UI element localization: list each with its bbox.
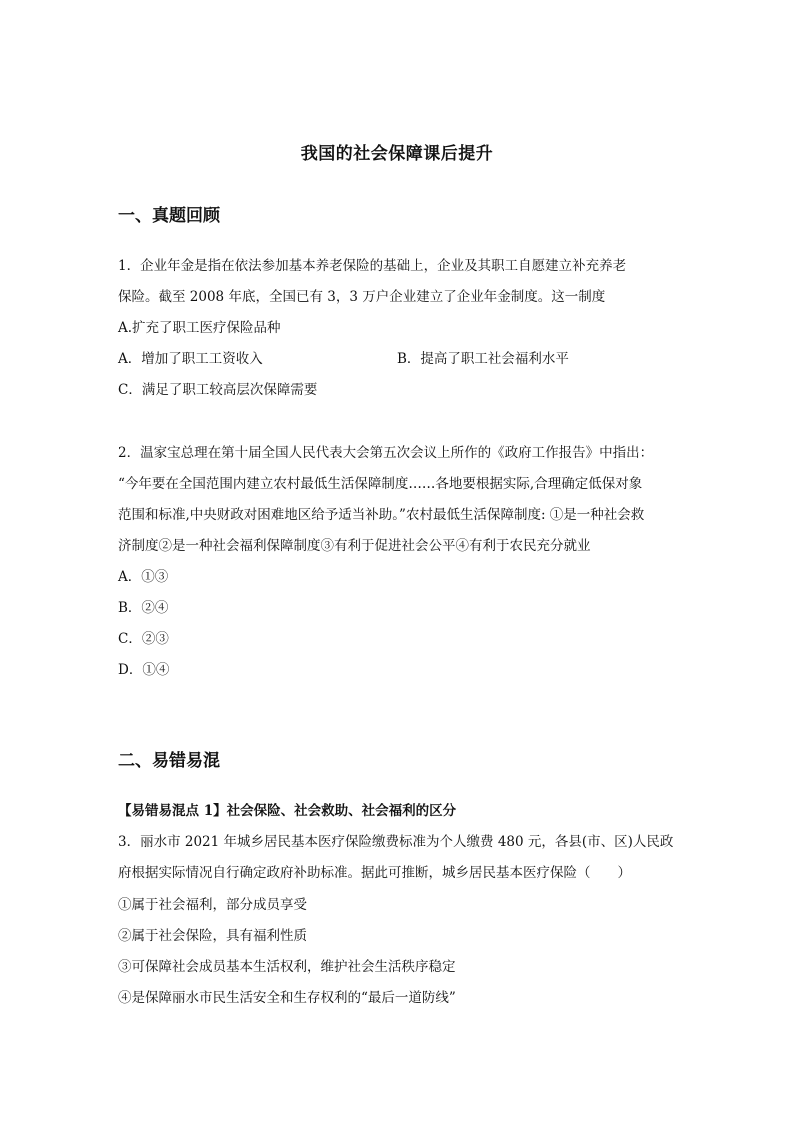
q3-stem-line1: 3．丽水市 2021 年城乡居民基本医疗保险缴费标准为个人缴费 480 元，各县(市、区)人民政 — [118, 834, 674, 850]
q1-stem-line1: 1．企业年金是指在依法参加基本养老保险的基础上，企业及其职工自愿建立补充养老 — [118, 258, 627, 274]
mistake-point-heading: 【易错易混点 1】社会保险、社会救助、社会福利的区分 — [118, 803, 457, 819]
q2-option-a: A．①③ — [118, 569, 169, 585]
section-heading-review: 一、真题回顾 — [118, 206, 220, 226]
q2-option-b: B．②④ — [118, 600, 169, 616]
q1-option-a-alt: A.扩充了职工医疗保险品种 — [118, 320, 281, 336]
q2-stem-line2: “今年要在全国范围内建立农村最低生活保障制度……各地要根据实际,合理确定低保对象 — [118, 476, 643, 492]
q2-option-d: D．①④ — [118, 662, 170, 678]
q1-stem-line2: 保险。截至 2008 年底，全国已有 3，3 万户企业建立了企业年金制度。这一制度 — [118, 289, 606, 305]
q2-stem-line3: 范围和标准,中央财政对困难地区给予适当补助。”农村最低生活保障制度: ①是一种社会救 — [118, 507, 645, 523]
q2-option-c: C．②③ — [118, 631, 169, 647]
q3-stem-line2: 府根据实际情况自行确定政府补助标准。据此可推断，城乡居民基本医疗保险（ ） — [118, 865, 631, 881]
page-title: 我国的社会保障课后提升 — [300, 144, 494, 164]
q3-item-2: ②属于社会保险，具有福利性质 — [118, 928, 307, 944]
q1-option-c: C．满足了职工较高层次保障需要 — [118, 382, 318, 398]
q2-stem-line1: 2．温家宝总理在第十届全国人民代表大会第五次会议上所作的《政府工作报告》中指出： — [118, 445, 654, 461]
q3-item-4: ④是保障丽水市民生活安全和生存权利的“最后一道防线” — [118, 990, 456, 1006]
q1-option-b: B．提高了职工社会福利水平 — [397, 351, 569, 367]
q1-option-a: A．增加了职工工资收入 — [118, 351, 263, 367]
q3-item-1: ①属于社会福利，部分成员享受 — [118, 897, 307, 913]
q2-stem-line4: 济制度②是一种社会福利保障制度③有利于促进社会公平④有利于农民充分就业 — [118, 538, 591, 554]
q3-item-3: ③可保障社会成员基本生活权利，维护社会生活秩序稳定 — [118, 959, 456, 975]
section-heading-mistakes: 二、易错易混 — [118, 751, 220, 771]
